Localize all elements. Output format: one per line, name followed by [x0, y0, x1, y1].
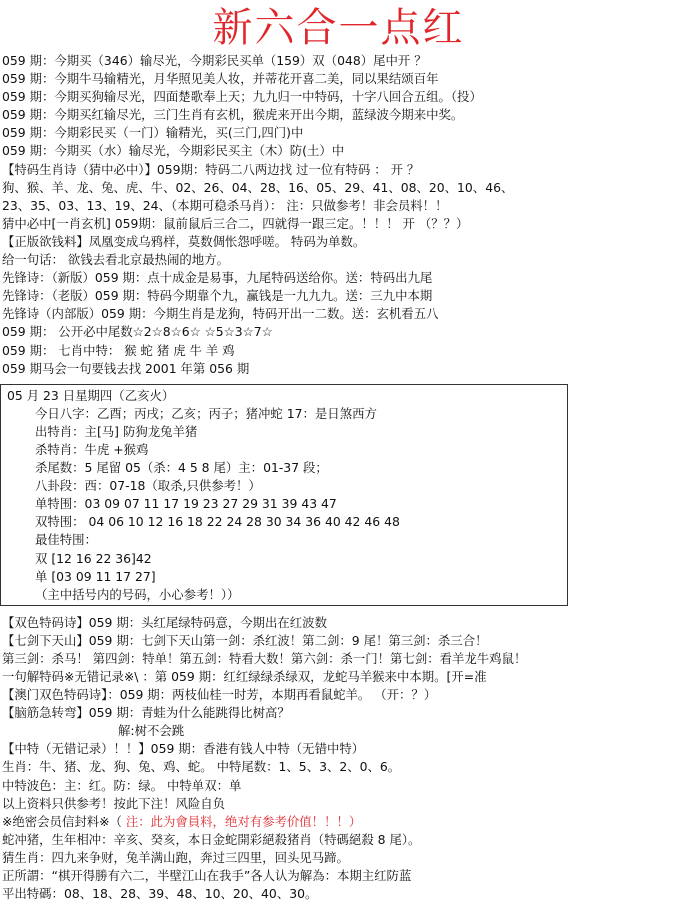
riddle-answer: 解:树不会跳 [118, 723, 185, 739]
text-line: 059 期：今期买红输尽光，三门生肖有玄机，猴虎来开出今期，蓝绿波今期来中奖。 [2, 107, 464, 123]
box-line: 单特围：03 09 07 11 17 19 23 27 29 31 39 43 47 [35, 496, 337, 512]
box-line: 杀尾数：5 尾留 05（杀：4 5 8 尾）主：01-37 段； [35, 460, 328, 476]
text-line: 狗、猴、羊、龙、兔、虎、牛、02、26、04、28、16、05、29、41、08、20、10、46、 [2, 179, 514, 195]
bottom-section [0, 614, 677, 904]
text-line: 059 期：今期牛马输精光，月华照见美人妆，并蒂花开喜二美，同以果结颂百年 [2, 71, 439, 87]
top-section [0, 52, 677, 378]
box-line: 八卦段：西：07-18（取杀,只供参考！） [35, 478, 261, 494]
text-line: 059 期： 公开必中尾数☆2☆8☆6☆ ☆5☆3☆7☆ [2, 324, 273, 340]
text-line: 第三剑：杀马！ 第四剑：特单！第五剑：特看大数！第六剑：杀一门！第七剑：看羊龙牛鸡鼠！ [2, 650, 527, 666]
box-line: 今日八字：乙酉；丙戌；乙亥；丙子；猪冲蛇 17：是日煞西方 [35, 405, 377, 421]
text-line: 中特波色：主：红。防：绿。 中特单双：单 [2, 777, 242, 793]
text-line: 【澳门双色特码诗】：059 期：两枝仙桂一时芳，本期再看鼠蛇羊。 （开：？） [2, 687, 437, 703]
vip-note: 注：此为會員料，绝对有参考价值！！！） [125, 813, 362, 829]
box-date: 05 月 23 日星期四（乙亥火） [7, 387, 175, 403]
text-line: 先锋诗：（老版）059 期：特码今期靠个九，赢钱是一九九九。送：三九中本期 [2, 288, 433, 304]
vip-prefix: ※绝密会员信封料※（ [2, 813, 126, 829]
text-line: 059 期：今期买（水）输尽光，今期彩民买主（木）防(土）中 [2, 143, 345, 159]
text-line: 平出特碼：08、18、28、39、48、10、20、40、30。 [2, 886, 318, 902]
text-line: 猜生肖：四九来争财，兔羊满山跑，奔过三四里，回头见马蹄。 [2, 849, 349, 865]
text-line: 以上资料只供参考！按此下注！风险自负 [2, 795, 226, 811]
text-line: 生肖：牛、猪、龙、狗、兔、鸡、蛇。 中特尾数：1、5、3、2、0、6。 [2, 759, 401, 775]
text-line: 23、35、03、13、19、24、（本期可稳杀马肖）： 注：只做参考！非会员料！！ [2, 197, 448, 213]
text-line: 059 期： 七肖中特： 猴 蛇 猪 虎 牛 羊 鸡 [2, 342, 235, 358]
text-line: 【正版欲钱料】凤凰变成乌鸦样，莫数倜怅怨呼嗟。 特码为单数。 [2, 233, 366, 249]
text-line: 正所謂：“棋开得勝有六二，半壁江山在我手”各人认为解為：本期主红防蓝 [2, 868, 412, 883]
vip-line [0, 813, 677, 831]
box-line: 出特肖：主[马] 防狗龙兔羊猪 [35, 423, 198, 439]
text-line: 【脑筋急转弯】059 期：青蛙为什么能跳得比树高？ [2, 705, 290, 721]
box-line: 单 [03 09 11 17 27] [35, 568, 156, 584]
text-line: 猜中必中[一肖玄机] 059期：鼠前鼠后三合二，四就得一跟三定。！！！ 开 （？？） [2, 215, 469, 231]
text-line: 【双色特码诗】059 期：头红尾绿特码意，今期出在红波数 [2, 614, 327, 630]
text-line: 059 期：今期彩民买（一门）输精光，买(三门,四门)中 [2, 125, 304, 141]
box-line: 杀特肖：牛虎 +猴鸡 [35, 441, 149, 457]
text-line: 先锋诗（内部版）059 期：今期生肖是龙狗，特码开出一二数。送：玄机看五八 [2, 306, 439, 322]
box-line: 最佳特围： [35, 532, 97, 548]
daily-info-box [0, 384, 568, 606]
text-line: 059 期：今期买（346）输尽光，今期彩民买单（159）双（048）尾中开 ？ [2, 53, 427, 68]
text-line: 【中特（无错记录）！！】059 期：香港有钱人中特（无错中特） [2, 741, 365, 757]
text-line: 先锋诗：（新版）059 期：点十成金是易事，九尾特码送给你。送：特码出九尾 [2, 270, 433, 286]
text-line: 【七剑下天山】059 期：七剑下天山第一剑：杀红波！第二剑：9 尾！第三剑：杀三合！ [2, 632, 488, 648]
page-title: 新六合一点红 [212, 5, 465, 51]
box-line: 双特围： 04 06 10 12 16 18 22 24 28 30 34 36 40 42 46 48 [35, 514, 400, 530]
text-line: 059 期：今期买狗输尽光，四面楚歌奉上天；九九归一中特码，十字八回合五组。（投） [2, 89, 482, 105]
box-line: （主中括号内的号码，小心参考！）） [35, 586, 240, 602]
text-line: 059 期马会一句要钱去找 2001 年第 056 期 [2, 360, 250, 376]
text-line: 一句解特码※无错记录※\ ：第 059 期：红红绿绿杀绿双，龙蛇马羊猴来中本期。[开=准 [2, 668, 487, 684]
text-line: 蛇冲猪，生年相冲：辛亥、癸亥，本日金蛇開彩絕殺猪肖（特碼絕殺 8 尾）。 [2, 831, 421, 847]
text-line: 给一句话： 欲钱去看北京最热闹的地方。 [2, 252, 229, 268]
text-line: 【特码生肖诗（猜中必中）】059期：特码二八两边找 过一位有特码 ： 开 ？ [2, 161, 420, 177]
box-line: 双 [12 16 22 36]42 [35, 550, 152, 566]
